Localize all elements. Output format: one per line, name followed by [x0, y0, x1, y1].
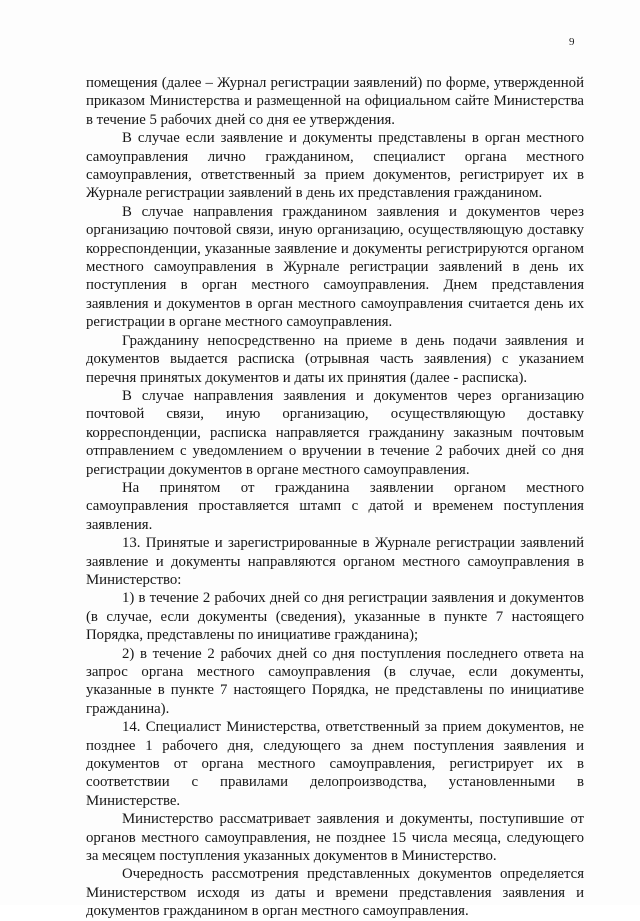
paragraph-ministry-review: Министерство рассматривает заявления и документы, поступившие от органов местного самоуправления, не позднее 15 числа месяца, следующего за месяцем поступления указанных документов в Министерство.: [86, 811, 584, 865]
paragraph-continuation: помещения (далее – Журнал регистрации заявлений) по форме, утвержденной приказом Министерства и размещенной на официальном сайте Министерства в течение 5 рабочих дней со дня ее утверждения.: [86, 75, 584, 128]
paragraph-review-order: Очередность рассмотрения представленных документов определяется Министерством исходя из даты и времени представления заявления и документов гражданином в орган местного самоуправления.: [86, 866, 584, 920]
paragraph-item-13: 13. Принятые и зарегистрированные в Журнале регистрации заявлений заявление и документы направляются органом местного самоуправления в Министерство:: [86, 535, 584, 588]
paragraph-receipt-postal: В случае направления заявления и документов через организацию почтовой связи, иную организацию, осуществляющую доставку корреспонденции, расписка направляется гражданину заказным почтовым отправлением с уведомлением о вручении в течение 2 рабочих дней со дня регистрации документов в органе местного самоуправления.: [86, 387, 584, 478]
paragraph-postal-submission: В случае направления гражданином заявления и документов через организацию почтовой связи, иную организацию, осуществляющую доставку корреспонденции, указанные заявление и документы регистрируются органом местного самоуправления в Журнале регистрации заявлений в день их поступления в орган местного самоуправления. Днем представления заявления и документов в орган местного самоуправления считается день их регистрации в органе местного самоуправления.: [86, 203, 584, 331]
paragraph-item-14: 14. Специалист Министерства, ответственный за прием документов, не позднее 1 рабочего дня, следующего за днем поступления заявления и документов от органа местного самоуправления, регистрирует их в соответствии с правилами делопроизводства, установленными в Министерстве.: [86, 719, 584, 809]
paragraph-item-13-1: 1) в течение 2 рабочих дней со дня регистрации заявления и документов (в случае, если документы (сведения), указанные в пункте 7 настоящего Порядка, представлены по инициативе гражданина);: [86, 590, 584, 644]
paragraph-stamp: На принятом от гражданина заявлении органом местного самоуправления проставляется штамп с датой и временем поступления заявления.: [86, 479, 584, 533]
paragraph-receipt-issuance: Гражданину непосредственно на приеме в день подачи заявления и документов выдается расписка (отрывная часть заявления) с указанием перечня принятых документов и даты их принятия (далее - расписка).: [86, 332, 584, 386]
document-body: [86, 74, 584, 921]
page-number: 9: [569, 36, 575, 48]
paragraph-personal-submission: В случае если заявление и документы представлены в орган местного самоуправления лично гражданином, специалист органа местного самоуправления, ответственный за прием документов, регистрирует их в Журнале регистрации заявлений в день их представления гражданином.: [86, 130, 584, 202]
paragraph-item-13-2: 2) в течение 2 рабочих дней со дня поступления последнего ответа на запрос органа местного самоуправления (в случае, если документы, указанные в пункте 7 настоящего Порядка, не представлены по инициативе гражданина).: [86, 645, 584, 717]
